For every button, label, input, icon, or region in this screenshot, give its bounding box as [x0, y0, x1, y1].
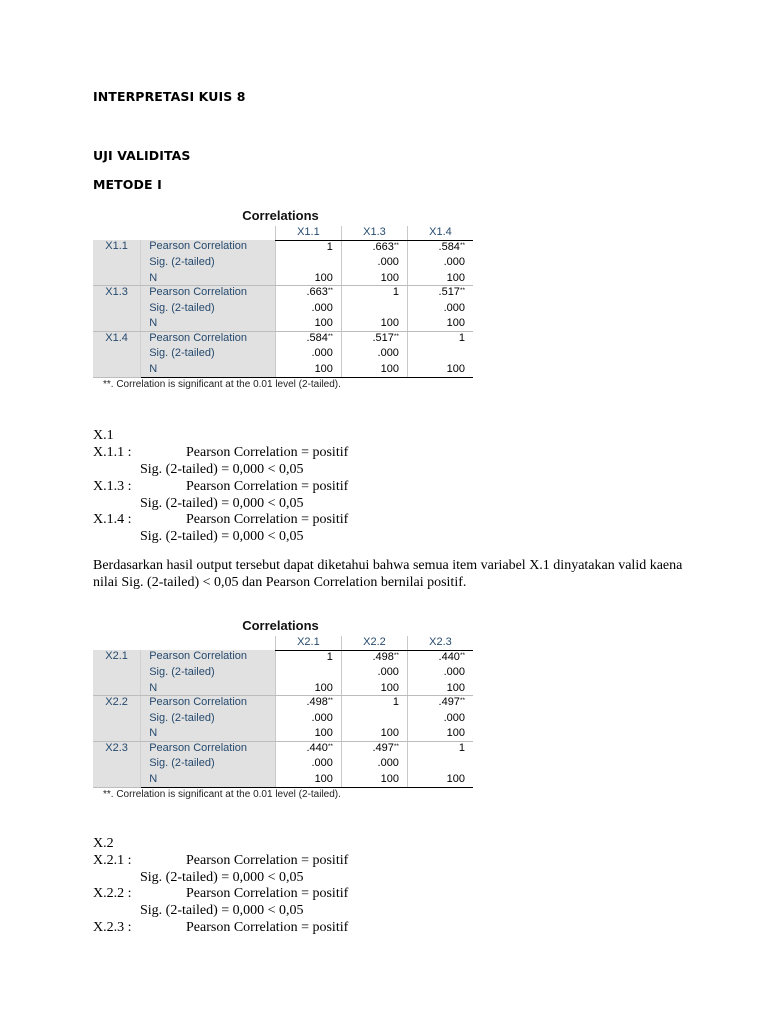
- table-row: [93, 271, 473, 286]
- value-cell: [341, 317, 407, 332]
- value-cell: [341, 664, 407, 681]
- significance-marker: **: [327, 333, 333, 341]
- value-cell: [341, 742, 407, 756]
- value-cell: [275, 756, 341, 773]
- value-cell: [275, 300, 341, 317]
- table-row: [93, 363, 473, 378]
- value-cell: [407, 240, 473, 254]
- item-pearson: Pearson Correlation = positif: [186, 886, 349, 901]
- corner-cell: [141, 226, 276, 240]
- corner-cell: [141, 636, 276, 650]
- cell-value: .498: [372, 650, 394, 663]
- value-cell: [275, 317, 341, 332]
- value-cell: [275, 271, 341, 286]
- cell-value: .584: [306, 332, 328, 345]
- column-header: X2.2: [341, 636, 407, 650]
- value-cell: [341, 696, 407, 710]
- x1-item-3: [93, 512, 348, 528]
- cell-value: 100: [380, 681, 399, 694]
- item-pearson: Pearson Correlation = positif: [186, 445, 349, 460]
- stat-label: Sig. (2-tailed): [141, 710, 276, 727]
- cell-value: 1: [392, 286, 399, 299]
- x1-heading: X.1: [93, 428, 114, 443]
- cell-value: 100: [446, 681, 465, 694]
- cell-value: .517: [438, 286, 460, 299]
- cell-value: .497: [438, 696, 460, 709]
- table-title: Correlations: [242, 208, 319, 223]
- value-cell: [275, 286, 341, 300]
- cell-value: .000: [443, 711, 465, 724]
- value-cell: [341, 300, 407, 317]
- x1-item-3-sig: Sig. (2-tailed) = 0,000 < 0,05: [140, 529, 304, 544]
- table-row: [93, 300, 473, 317]
- table-row: [93, 286, 473, 300]
- significance-marker: **: [393, 241, 399, 249]
- x2-item-1: [93, 853, 348, 869]
- cell-value: 100: [446, 271, 465, 284]
- column-header: X2.3: [407, 636, 473, 650]
- value-cell: [407, 300, 473, 317]
- cell-value: .000: [377, 256, 399, 269]
- x2-item-2-sig: Sig. (2-tailed) = 0,000 < 0,05: [140, 903, 304, 918]
- value-cell: [407, 773, 473, 788]
- stat-label: Pearson Correlation: [141, 650, 276, 664]
- cell-value: 100: [314, 681, 333, 694]
- column-header: X1.4: [407, 226, 473, 240]
- cell-value: .440: [438, 650, 460, 663]
- header-row: [93, 226, 473, 240]
- value-cell: [341, 650, 407, 664]
- cell-value: .440: [306, 742, 328, 755]
- item-pearson: Pearson Correlation = positif: [186, 920, 349, 935]
- value-cell: [275, 346, 341, 363]
- table-row: [93, 332, 473, 346]
- value-cell: [407, 696, 473, 710]
- cell-value: 100: [314, 727, 333, 740]
- row-variable-label: X2.1: [93, 650, 141, 696]
- correlations-grid: [93, 226, 473, 378]
- value-cell: [275, 696, 341, 710]
- cell-value: 1: [326, 650, 333, 663]
- stat-label: N: [141, 363, 276, 378]
- cell-value: .517: [372, 332, 394, 345]
- cell-value: 100: [380, 362, 399, 375]
- value-cell: [407, 650, 473, 664]
- value-cell: [275, 240, 341, 254]
- value-cell: [341, 363, 407, 378]
- significance-marker: **: [459, 241, 465, 249]
- table-row: [93, 317, 473, 332]
- row-variable-label: X2.2: [93, 696, 141, 742]
- value-cell: [407, 710, 473, 727]
- value-cell: [275, 254, 341, 271]
- cell-value: .000: [311, 347, 333, 360]
- x1-item-1: [93, 445, 348, 461]
- stat-label: Sig. (2-tailed): [141, 254, 276, 271]
- value-cell: [275, 650, 341, 664]
- cell-value: 100: [380, 271, 399, 284]
- correlations-grid: [93, 636, 473, 788]
- cell-value: .000: [443, 256, 465, 269]
- stat-label: N: [141, 271, 276, 286]
- value-cell: [341, 681, 407, 696]
- value-cell: [407, 346, 473, 363]
- cell-value: 100: [314, 271, 333, 284]
- significance-marker: **: [327, 287, 333, 295]
- cell-value: 100: [314, 772, 333, 785]
- item-label: X.1.4 :: [93, 512, 132, 527]
- significance-marker: **: [393, 333, 399, 341]
- header-row: [93, 636, 473, 650]
- item-pearson: Pearson Correlation = positif: [186, 479, 349, 494]
- cell-value: 1: [458, 332, 465, 345]
- value-cell: [341, 286, 407, 300]
- table-row: [93, 710, 473, 727]
- column-header: X1.3: [341, 226, 407, 240]
- cell-value: 100: [314, 317, 333, 330]
- item-label: X.1.3 :: [93, 479, 132, 494]
- cell-value: 100: [446, 362, 465, 375]
- table-row: [93, 681, 473, 696]
- item-label: X.2.1 :: [93, 853, 132, 868]
- table-footnote: **. Correlation is significant at the 0.01 level (2-tailed).: [103, 379, 341, 390]
- cell-value: 100: [446, 727, 465, 740]
- table-row: [93, 756, 473, 773]
- corner-cell: [93, 226, 141, 240]
- cell-value: 100: [380, 772, 399, 785]
- x2-heading: X.2: [93, 836, 114, 851]
- value-cell: [275, 742, 341, 756]
- value-cell: [341, 727, 407, 742]
- row-variable-label: X1.1: [93, 240, 141, 286]
- stat-label: N: [141, 727, 276, 742]
- value-cell: [341, 240, 407, 254]
- value-cell: [275, 710, 341, 727]
- cell-value: 100: [380, 317, 399, 330]
- cell-value: .000: [377, 666, 399, 679]
- value-cell: [341, 332, 407, 346]
- stat-label: Sig. (2-tailed): [141, 664, 276, 681]
- stat-label: Pearson Correlation: [141, 332, 276, 346]
- cell-value: 100: [380, 727, 399, 740]
- value-cell: [407, 742, 473, 756]
- value-cell: [341, 756, 407, 773]
- value-cell: [341, 710, 407, 727]
- table-title: Correlations: [242, 618, 319, 633]
- table-row: [93, 240, 473, 254]
- x1-conclusion: Berdasarkan hasil output tersebut dapat diketahui bahwa semua item variabel X.1 dinyatakan valid kaena nilai Sig. (2-tailed) < 0,05 dan Pearson Correlation bernilai positif.: [93, 558, 683, 590]
- item-label: X.2.2 :: [93, 886, 132, 901]
- value-cell: [407, 317, 473, 332]
- value-cell: [407, 727, 473, 742]
- stat-label: Pearson Correlation: [141, 240, 276, 254]
- value-cell: [341, 346, 407, 363]
- cell-value: .000: [311, 301, 333, 314]
- cell-value: .000: [377, 757, 399, 770]
- column-header: X1.1: [275, 226, 341, 240]
- table-row: [93, 650, 473, 664]
- cell-value: .663: [372, 240, 394, 253]
- row-variable-label: X2.3: [93, 742, 141, 788]
- cell-value: .000: [311, 711, 333, 724]
- stat-label: Sig. (2-tailed): [141, 756, 276, 773]
- cell-value: .497: [372, 742, 394, 755]
- cell-value: .663: [306, 286, 328, 299]
- value-cell: [275, 727, 341, 742]
- value-cell: [275, 681, 341, 696]
- table-row: [93, 727, 473, 742]
- item-pearson: Pearson Correlation = positif: [186, 512, 349, 527]
- cell-value: 1: [326, 240, 333, 253]
- document-title: INTERPRETASI KUIS 8: [93, 89, 246, 104]
- method-heading: METODE I: [93, 177, 162, 192]
- table-row: [93, 773, 473, 788]
- value-cell: [275, 332, 341, 346]
- significance-marker: **: [459, 651, 465, 659]
- section-heading: UJI VALIDITAS: [93, 148, 191, 163]
- value-cell: [407, 664, 473, 681]
- cell-value: 1: [458, 742, 465, 755]
- table-row: [93, 742, 473, 756]
- cell-value: .000: [443, 666, 465, 679]
- row-variable-label: X1.3: [93, 286, 141, 332]
- x1-item-2: [93, 479, 348, 495]
- item-label: X.2.3 :: [93, 920, 132, 935]
- value-cell: [341, 773, 407, 788]
- significance-marker: **: [327, 697, 333, 705]
- value-cell: [407, 332, 473, 346]
- value-cell: [407, 254, 473, 271]
- value-cell: [407, 271, 473, 286]
- value-cell: [341, 271, 407, 286]
- cell-value: .498: [306, 696, 328, 709]
- corner-cell: [93, 636, 141, 650]
- item-label: X.1.1 :: [93, 445, 132, 460]
- value-cell: [341, 254, 407, 271]
- stat-label: Pearson Correlation: [141, 696, 276, 710]
- cell-value: .000: [311, 757, 333, 770]
- cell-value: .000: [377, 347, 399, 360]
- table-row: [93, 346, 473, 363]
- value-cell: [407, 681, 473, 696]
- cell-value: 100: [446, 772, 465, 785]
- value-cell: [407, 756, 473, 773]
- stat-label: Sig. (2-tailed): [141, 300, 276, 317]
- value-cell: [407, 286, 473, 300]
- value-cell: [275, 773, 341, 788]
- cell-value: .000: [443, 301, 465, 314]
- stat-label: Sig. (2-tailed): [141, 346, 276, 363]
- cell-value: 100: [446, 317, 465, 330]
- significance-marker: **: [327, 743, 333, 751]
- stat-label: Pearson Correlation: [141, 286, 276, 300]
- stat-label: N: [141, 681, 276, 696]
- table-footnote: **. Correlation is significant at the 0.01 level (2-tailed).: [103, 789, 341, 800]
- significance-marker: **: [459, 287, 465, 295]
- item-pearson: Pearson Correlation = positif: [186, 853, 349, 868]
- table-row: [93, 254, 473, 271]
- value-cell: [275, 363, 341, 378]
- x2-item-2: [93, 886, 348, 902]
- column-header: X2.1: [275, 636, 341, 650]
- value-cell: [407, 363, 473, 378]
- significance-marker: **: [393, 651, 399, 659]
- table-row: [93, 664, 473, 681]
- value-cell: [275, 664, 341, 681]
- x1-item-2-sig: Sig. (2-tailed) = 0,000 < 0,05: [140, 496, 304, 511]
- row-variable-label: X1.4: [93, 332, 141, 378]
- significance-marker: **: [393, 743, 399, 751]
- significance-marker: **: [459, 697, 465, 705]
- x2-item-3: [93, 920, 348, 936]
- cell-value: .584: [438, 240, 460, 253]
- cell-value: 100: [314, 362, 333, 375]
- table-row: [93, 696, 473, 710]
- stat-label: N: [141, 773, 276, 788]
- x2-item-1-sig: Sig. (2-tailed) = 0,000 < 0,05: [140, 870, 304, 885]
- x1-item-1-sig: Sig. (2-tailed) = 0,000 < 0,05: [140, 462, 304, 477]
- stat-label: N: [141, 317, 276, 332]
- stat-label: Pearson Correlation: [141, 742, 276, 756]
- cell-value: 1: [392, 696, 399, 709]
